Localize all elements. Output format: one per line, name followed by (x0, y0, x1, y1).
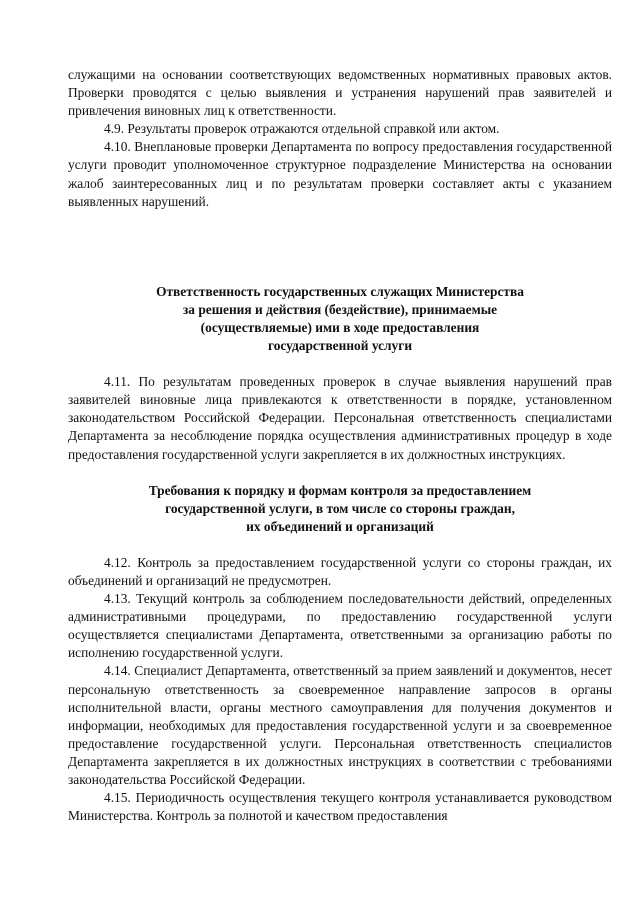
heading-line: государственной услуги (267, 338, 413, 354)
heading-line: (осуществляемые) ими в ходе предоставления (200, 319, 480, 335)
paragraph-4-15: 4.15. Периодичность осуществления текущего контроля устанавливается руководством Министерства. Контроль за полнотой и качеством предоставления (68, 790, 612, 824)
document-page (68, 66, 612, 825)
paragraph-4-12: 4.12. Контроль за предоставлением государственной услуги со стороны граждан, их объединений и организаций не предусмотрен. (68, 554, 612, 588)
paragraph-4-13: 4.13. Текущий контроль за соблюдением последовательности действий, определенных административными процедурами, по предоставлению государственной услуги осуществляется специалистами Департамента, ответственными за организацию работы по исполнению государственной услуги. (68, 591, 612, 661)
section-heading-responsibility (68, 283, 612, 355)
paragraph-continuation: служащими на основании соответствующих ведомственных нормативных правовых актов. Проверки проводятся с целью выявления и устранения нарушений прав заявителей и привлечения виновных лиц к ответственности. (68, 67, 612, 119)
spacer (68, 355, 612, 373)
spacer (68, 536, 612, 554)
section-heading-control-requirements (68, 482, 612, 536)
paragraph-4-11: 4.11. По результатам проведенных проверок в случае выявления нарушений прав заявителей виновные лица привлекаются к ответственности в порядке, установленном законодательством Российской Федерации. Персональная ответственность специалистами Департамента за несоблюдение порядка осуществления административных процедур в ходе предоставления государственной услуги закрепляется в их должностных инструкциях. (68, 374, 612, 462)
spacer (68, 211, 612, 283)
heading-line: государственной услуги, в том числе со стороны граждан, (165, 500, 515, 516)
heading-line: Ответственность государственных служащих Министерства (156, 283, 524, 299)
heading-line: их объединений и организаций (246, 518, 434, 534)
heading-line: Требования к порядку и формам контроля за предоставлением (148, 482, 532, 498)
paragraph-4-14: 4.14. Специалист Департамента, ответственный за прием заявлений и документов, несет персональную ответственность за своевременное направление запросов в органы исполнительной власти, органы местного самоуправления для получения документов и информации, необходимых для предоставления государственной услуги и за своевременное предоставление государственной услуги. Персональная ответственность специалистов Департамента закрепляется в их должностных инструкциях в соответствии с требованиями законодательства Российской Федерации. (68, 663, 612, 787)
spacer (68, 464, 612, 482)
heading-line: за решения и действия (бездействие), принимаемые (182, 301, 498, 317)
paragraph-4-10: 4.10. Внеплановые проверки Департамента по вопросу предоставления государственной услуги проводит уполномоченное структурное подразделение Министерства на основании жалоб заинтересованных лиц и по результатам проверки составляет акты с указанием выявленных нарушений. (68, 139, 612, 209)
paragraph-4-9: 4.9. Результаты проверок отражаются отдельной справкой или актом. (104, 121, 500, 137)
